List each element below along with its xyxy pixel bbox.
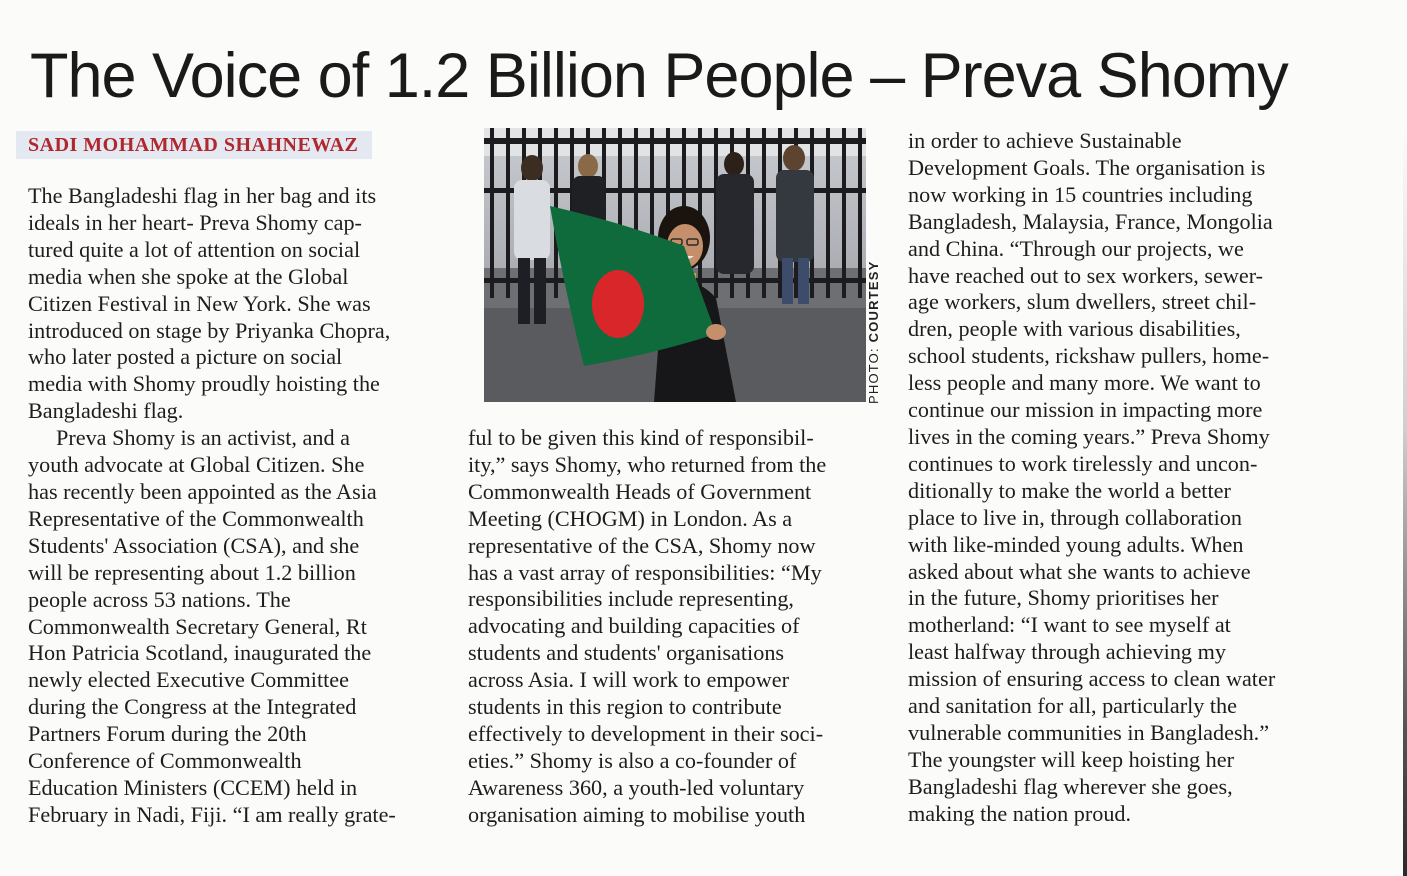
text-line: age workers, slum dwellers, street chil-	[908, 289, 1257, 315]
text-line: Bangladeshi flag.	[28, 398, 184, 424]
text-line: advocating and building capacities of	[468, 613, 800, 639]
text-line: Citizen Festival in New York. She was	[28, 290, 371, 316]
text-line: people across 53 nations. The	[28, 586, 291, 612]
text-line: has a vast array of responsibilities: “My	[468, 559, 822, 585]
text-line: Representative of the Commonwealth	[28, 505, 364, 531]
text-line: making the nation proud.	[908, 800, 1132, 826]
text-line: have reached out to sex workers, sewer-	[908, 262, 1264, 288]
text-line: asked about what she wants to achieve	[908, 558, 1251, 584]
text-line: less people and many more. We want to	[908, 370, 1261, 396]
text-line: Commonwealth Secretary General, Rt	[28, 613, 367, 639]
text-line: now working in 15 countries including	[908, 181, 1253, 207]
text-line: place to live in, through collaboration	[908, 504, 1242, 530]
text-line: school students, rickshaw pullers, home-	[908, 343, 1270, 369]
text-line: Meeting (CHOGM) in London. As a	[468, 505, 793, 531]
text-line: students and students' organisations	[468, 640, 785, 666]
text-line: students in this region to contribute	[468, 694, 782, 720]
text-line: across Asia. I will work to empower	[468, 667, 790, 693]
text-line: Education Ministers (CCEM) held in	[28, 774, 358, 800]
text-line: motherland: “I want to see myself at	[908, 612, 1231, 638]
text-line: continues to work tirelessly and uncon-	[908, 450, 1258, 476]
photo-credit-prefix: PHOTO:	[866, 347, 881, 404]
text-line: Development Goals. The organisation is	[908, 154, 1266, 180]
text-line: youth advocate at Global Citizen. She	[28, 452, 365, 478]
text-line: will be representing about 1.2 billion	[28, 559, 356, 585]
text-line: Conference of Commonwealth	[28, 748, 302, 774]
article-photo	[484, 128, 866, 402]
text-line: organisation aiming to mobilise youth	[468, 801, 806, 827]
text-line: who later posted a picture on social	[28, 344, 343, 370]
text-line: ideals in her heart- Preva Shomy cap-	[28, 209, 362, 235]
text-line: in order to achieve Sustainable	[908, 128, 1182, 153]
text-line: Students' Association (CSA), and she	[28, 532, 360, 558]
text-line: Commonwealth Heads of Government	[468, 478, 812, 504]
photo-credit-name: COURTESY	[866, 260, 881, 343]
text-line: Bangladeshi flag wherever she goes,	[908, 773, 1233, 799]
text-line: introduced on stage by Priyanka Chopra,	[28, 317, 391, 343]
photo-credit	[866, 261, 881, 404]
text-line: The Bangladeshi flag in her bag and its	[28, 183, 377, 208]
text-line: Awareness 360, a youth-led voluntary	[468, 774, 805, 800]
text-line: eties.” Shomy is also a co-founder of	[468, 747, 797, 773]
text-line: ditionally to make the world a better	[908, 477, 1231, 503]
text-line: during the Congress at the Integrated	[28, 694, 357, 720]
text-line: dren, people with various disabilities,	[908, 316, 1241, 342]
text-line: and sanitation for all, particularly the	[908, 693, 1237, 719]
text-line: ity,” says Shomy, who returned from the	[468, 451, 827, 477]
headline: The Voice of 1.2 Billion People – Preva Shomy	[30, 41, 1288, 111]
text-line: vulnerable communities in Bangladesh.”	[908, 719, 1270, 745]
byline: SADI MOHAMMAD SHAHNEWAZ	[16, 131, 372, 159]
text-line: continue our mission in impacting more	[908, 397, 1263, 423]
text-line: February in Nadi, Fiji. “I am really grate-	[28, 801, 396, 827]
article-column-1	[28, 183, 448, 829]
text-line: least halfway through achieving my	[908, 639, 1226, 665]
article-column-2	[468, 425, 888, 829]
text-line: Bangladesh, Malaysia, France, Mongolia	[908, 208, 1273, 234]
text-line: in the future, Shomy prioritises her	[908, 585, 1219, 611]
text-line: newly elected Executive Committee	[28, 667, 349, 693]
text-line: tured quite a lot of attention on social	[28, 236, 361, 262]
text-line: representative of the CSA, Shomy now	[468, 532, 816, 558]
text-line: and China. “Through our projects, we	[908, 235, 1244, 261]
text-line: lives in the coming years.” Preva Shomy	[908, 423, 1270, 449]
photo-illustration	[484, 128, 866, 402]
text-line: has recently been appointed as the Asia	[28, 478, 377, 504]
article-column-3	[908, 128, 1338, 828]
text-line: Preva Shomy is an activist, and a	[56, 425, 350, 451]
text-line: Partners Forum during the 20th	[28, 721, 307, 747]
text-line: responsibilities include representing,	[468, 586, 794, 612]
text-line: The youngster will keep hoisting her	[908, 746, 1234, 772]
text-line: media when she spoke at the Global	[28, 263, 349, 289]
text-line: with like-minded young adults. When	[908, 531, 1244, 557]
text-line: media with Shomy proudly hoisting the	[28, 371, 380, 397]
text-line: ful to be given this kind of responsibil-	[468, 425, 814, 450]
text-line: effectively to development in their soci-	[468, 720, 824, 746]
text-line: Hon Patricia Scotland, inaugurated the	[28, 640, 372, 666]
text-line: mission of ensuring access to clean water	[908, 666, 1276, 692]
page-edge-shadow	[1403, 130, 1407, 876]
